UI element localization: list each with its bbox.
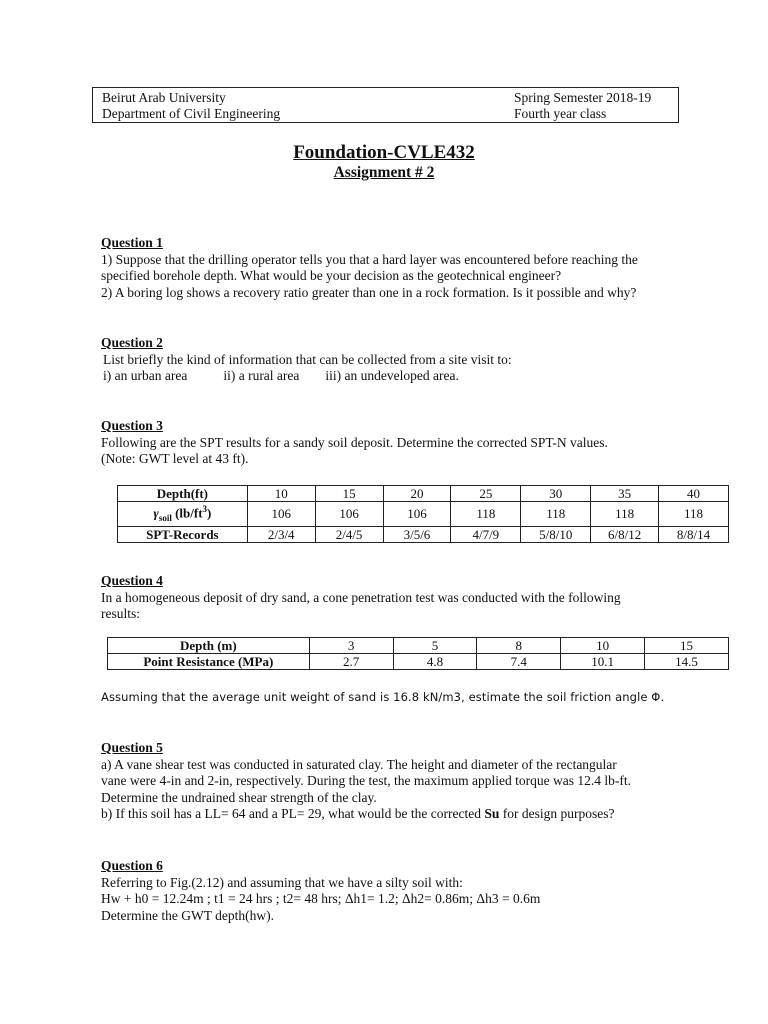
table-cell: 118	[591, 502, 659, 527]
question-1-line: 1) Suppose that the drilling operator tells you that a hard layer was encountered before reaching the	[101, 251, 638, 267]
table-cell: 6/8/12	[591, 526, 659, 542]
table-header-depth: Depth (m)	[108, 638, 310, 654]
table-cell: 8	[477, 638, 561, 654]
table-cell: 4/7/9	[451, 526, 521, 542]
unit-exponent: 3	[202, 504, 208, 514]
question-5-line: a) A vane shear test was conducted in saturated clay. The height and diameter of the rectangular	[101, 756, 617, 772]
table-cell: 10.1	[561, 654, 645, 670]
cpt-table	[107, 637, 729, 670]
question-6-heading: Question 6	[101, 858, 163, 873]
question-1-line: 2) A boring log shows a recovery ratio greater than one in a rock formation. Is it possible and why?	[101, 284, 637, 300]
question-5	[101, 740, 731, 823]
table-cell: 118	[659, 502, 729, 527]
question-4-heading: Question 4	[101, 573, 163, 588]
table-cell: 25	[451, 486, 521, 502]
table-cell: 7.4	[477, 654, 561, 670]
department-name: Department of Civil Engineering	[102, 106, 281, 121]
unit-close: )	[207, 505, 212, 521]
question-4	[101, 573, 731, 623]
question-5-line: vane were 4-in and 2-in, respectively. During the test, the maximum applied torque was 12.4 lb-ft.	[101, 773, 631, 788]
unit-label: (lb/ft	[171, 505, 203, 521]
question-3-heading: Question 3	[101, 418, 163, 433]
table-cell: 40	[659, 486, 729, 502]
header-box	[92, 87, 679, 123]
table-cell: 2/3/4	[247, 526, 315, 542]
table-cell: 20	[383, 486, 451, 502]
assignment-subtitle: Assignment # 2	[333, 164, 435, 181]
table-cell: 15	[645, 638, 729, 654]
table-cell: 118	[451, 502, 521, 527]
table-cell: 10	[247, 486, 315, 502]
question-3-line: (Note: GWT level at 43 ft).	[101, 451, 249, 466]
table-header-unit-weight	[118, 502, 248, 527]
question-6-line: Hw + h0 = 12.24m ; t1 = 24 hrs ; t2= 48 hrs; Δh1= 1.2; Δh2= 0.86m; Δh3 = 0.6m	[101, 891, 541, 906]
table-row	[118, 486, 729, 502]
table-cell: 3	[309, 638, 393, 654]
question-5-heading: Question 5	[101, 740, 163, 755]
question-5-text: for design purposes?	[499, 806, 615, 821]
gamma-symbol: γ	[153, 505, 159, 521]
table-cell: 118	[521, 502, 591, 527]
question-5-text: b) If this soil has a LL= 64 and a PL= 29, what would be the corrected	[101, 806, 485, 821]
table-cell: 15	[315, 486, 383, 502]
option-urban: i) an urban area	[103, 368, 188, 383]
page-title: Foundation-CVLE432	[293, 142, 475, 163]
table-cell: 2.7	[309, 654, 393, 670]
question-1-heading: Question 1	[101, 235, 163, 250]
question-6	[101, 858, 731, 924]
question-2-heading: Question 2	[101, 335, 163, 350]
option-undeveloped: iii) an undeveloped area.	[325, 368, 459, 383]
table-cell: 106	[383, 502, 451, 527]
table-cell: 4.8	[393, 654, 477, 670]
spt-table	[117, 485, 729, 543]
table-cell: 106	[247, 502, 315, 527]
question-2-line: List briefly the kind of information that can be collected from a site visit to:	[103, 351, 512, 367]
question-2-options	[101, 368, 731, 385]
table-cell: 8/8/14	[659, 526, 729, 542]
table-header-resistance: Point Resistance (MPa)	[108, 654, 310, 670]
table-cell: 106	[315, 502, 383, 527]
table-cell: 2/4/5	[315, 526, 383, 542]
table-row	[118, 526, 729, 542]
question-2	[101, 335, 731, 385]
table-cell: 10	[561, 638, 645, 654]
table-cell: 35	[591, 486, 659, 502]
question-5-line	[101, 806, 731, 823]
question-4-line: results:	[101, 606, 140, 621]
question-1-line: specified borehole depth. What would be your decision as the geotechnical engineer?	[101, 268, 562, 283]
university-name: Beirut Arab University	[102, 90, 226, 105]
question-5-line: Determine the undrained shear strength of the clay.	[101, 789, 377, 805]
question-4-line: In a homogeneous deposit of dry sand, a cone penetration test was conducted with the following	[101, 589, 621, 605]
table-header-spt: SPT-Records	[118, 526, 248, 542]
question-6-line: Determine the GWT depth(hw).	[101, 907, 274, 923]
table-cell: 5	[393, 638, 477, 654]
question-6-line: Referring to Fig.(2.12) and assuming that we have a silty soil with:	[101, 874, 463, 890]
class-year: Fourth year class	[514, 106, 607, 121]
question-1	[101, 235, 731, 301]
question-3-line: Following are the SPT results for a sandy soil deposit. Determine the corrected SPT-N values.	[101, 434, 608, 450]
semester: Spring Semester 2018-19	[514, 90, 652, 105]
table-row	[108, 654, 729, 670]
gamma-subscript: soil	[158, 512, 172, 523]
question-3	[101, 418, 731, 468]
option-rural: ii) a rural area	[223, 368, 300, 383]
table-cell: 3/5/6	[383, 526, 451, 542]
table-row	[108, 638, 729, 654]
table-row	[118, 502, 729, 527]
table-cell: 14.5	[645, 654, 729, 670]
su-term: Su	[484, 806, 500, 821]
table-header-depth: Depth(ft)	[118, 486, 248, 502]
question-4-task: Assuming that the average unit weight of sand is 16.8 kN/m3, estimate the soil friction angle Φ.	[101, 690, 665, 704]
table-cell: 30	[521, 486, 591, 502]
table-cell: 5/8/10	[521, 526, 591, 542]
